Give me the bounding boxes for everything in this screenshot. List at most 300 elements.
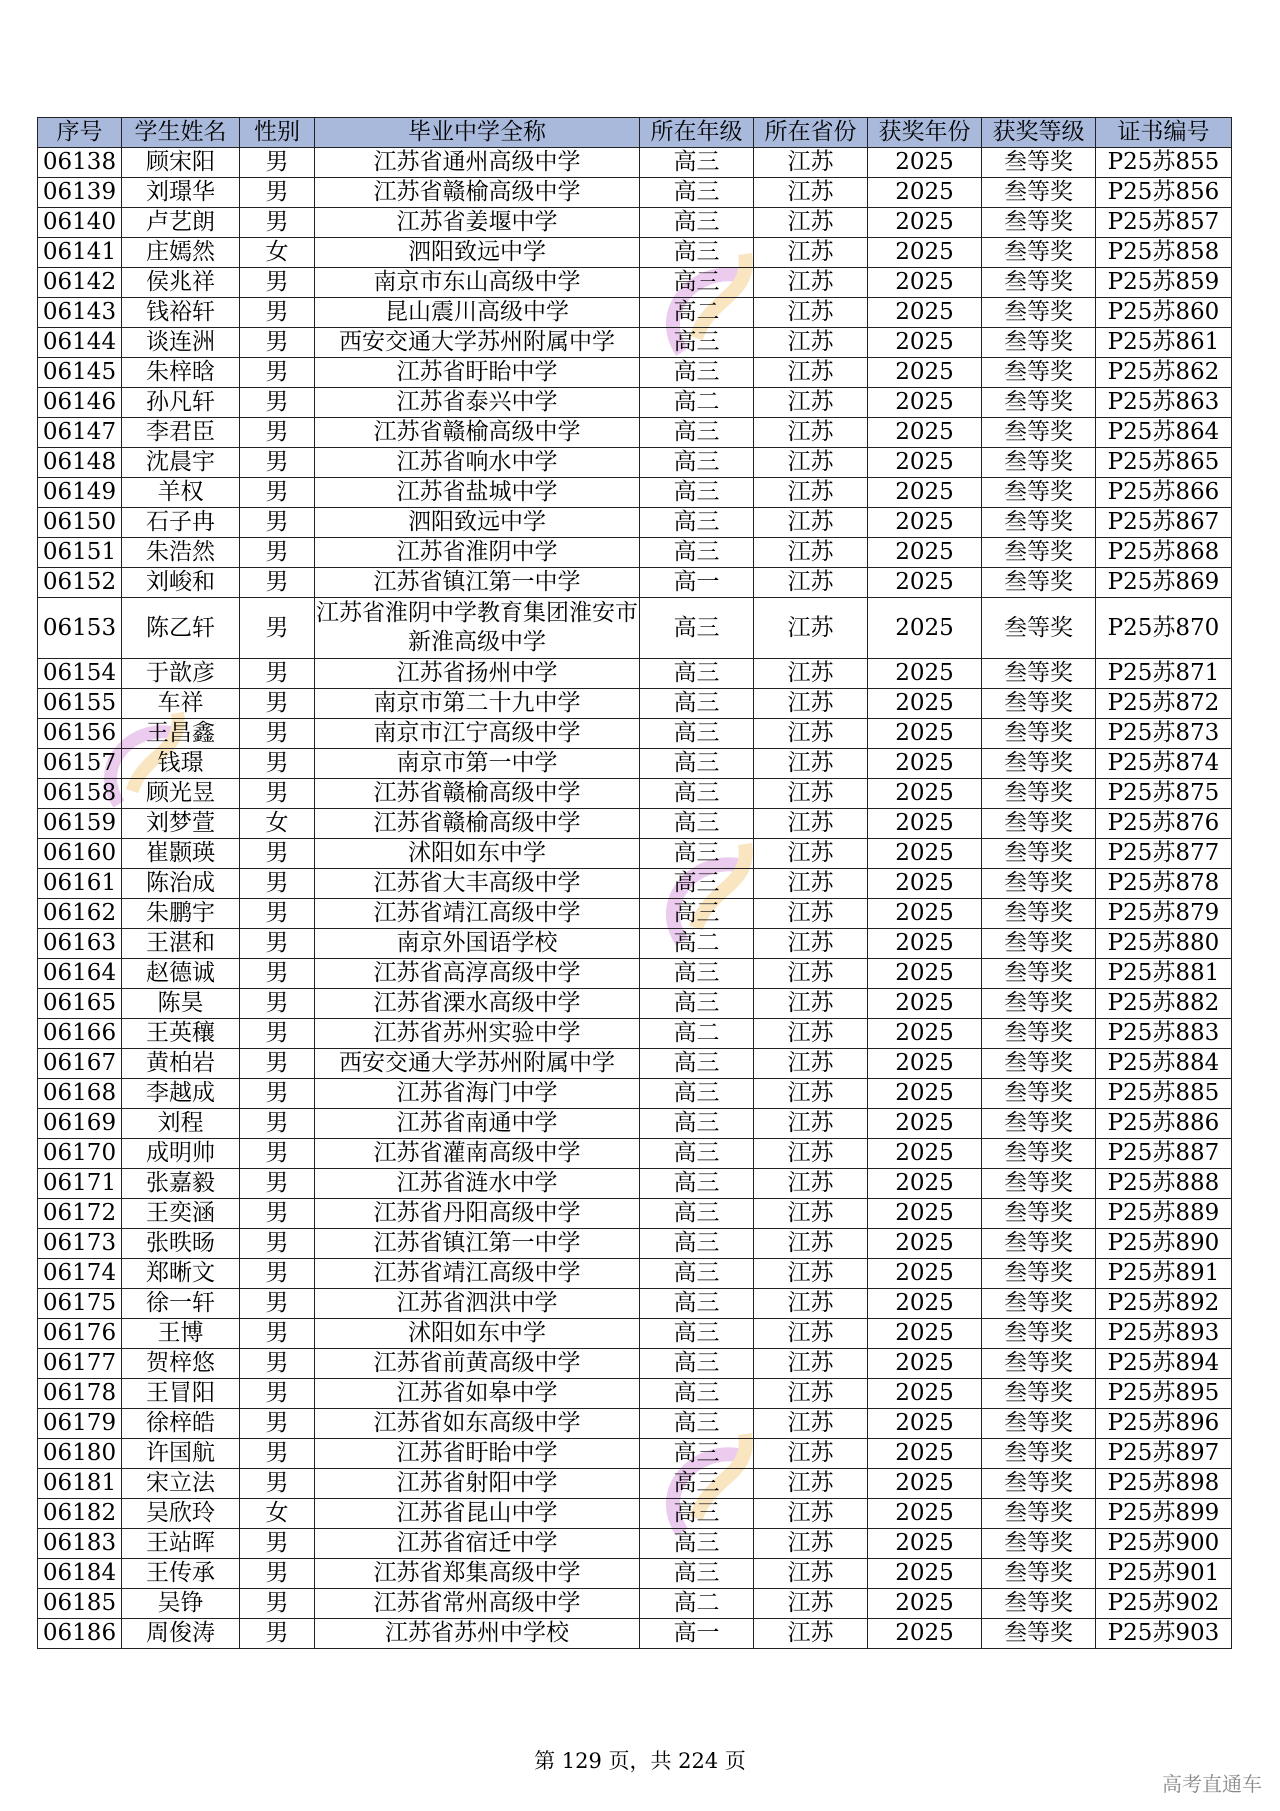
header-province: 所在省份	[754, 118, 868, 148]
cell-province: 江苏	[754, 869, 868, 899]
cell-award-level: 叁等奖	[982, 1289, 1096, 1319]
cell-student-name: 于歆彦	[122, 659, 240, 689]
cell-grade: 高三	[640, 1349, 754, 1379]
cell-school: 江苏省大丰高级中学	[315, 869, 640, 899]
cell-school: 江苏省淮阴中学	[315, 538, 640, 568]
cell-award-year: 2025	[868, 659, 982, 689]
table-row	[38, 1319, 1232, 1349]
table-row	[38, 1169, 1232, 1199]
cell-grade: 高三	[640, 1469, 754, 1499]
cell-school: 江苏省溧水高级中学	[315, 989, 640, 1019]
cell-certificate-no: P25苏859	[1096, 268, 1232, 298]
table-row	[38, 1049, 1232, 1079]
cell-serial: 06171	[38, 1169, 122, 1199]
cell-serial: 06138	[38, 148, 122, 178]
table-row	[38, 1529, 1232, 1559]
cell-serial: 06162	[38, 899, 122, 929]
cell-award-year: 2025	[868, 208, 982, 238]
cell-student-name: 成明帅	[122, 1139, 240, 1169]
cell-province: 江苏	[754, 1529, 868, 1559]
cell-grade: 高二	[640, 1589, 754, 1619]
cell-award-level: 叁等奖	[982, 148, 1096, 178]
cell-school: 泗阳致远中学	[315, 238, 640, 268]
cell-certificate-no: P25苏896	[1096, 1409, 1232, 1439]
page-number: 第 129 页，共 224 页	[534, 1749, 746, 1773]
table-row	[38, 1409, 1232, 1439]
cell-serial: 06174	[38, 1259, 122, 1289]
cell-student-name: 郑晰文	[122, 1259, 240, 1289]
cell-school: 江苏省射阳中学	[315, 1469, 640, 1499]
cell-school: 泗阳致远中学	[315, 508, 640, 538]
cell-student-name: 羊权	[122, 478, 240, 508]
table-header-row	[38, 118, 1232, 148]
cell-grade: 高二	[640, 388, 754, 418]
cell-gender: 男	[240, 779, 315, 809]
cell-award-level: 叁等奖	[982, 418, 1096, 448]
cell-certificate-no: P25苏898	[1096, 1469, 1232, 1499]
cell-gender: 男	[240, 1379, 315, 1409]
cell-certificate-no: P25苏868	[1096, 538, 1232, 568]
cell-school: 江苏省郑集高级中学	[315, 1559, 640, 1589]
cell-grade: 高二	[640, 1019, 754, 1049]
cell-province: 江苏	[754, 1139, 868, 1169]
cell-award-level: 叁等奖	[982, 989, 1096, 1019]
cell-award-level: 叁等奖	[982, 809, 1096, 839]
cell-certificate-no: P25苏864	[1096, 418, 1232, 448]
header-grade: 所在年级	[640, 118, 754, 148]
cell-gender: 男	[240, 1109, 315, 1139]
cell-province: 江苏	[754, 328, 868, 358]
cell-certificate-no: P25苏856	[1096, 178, 1232, 208]
cell-gender: 男	[240, 1259, 315, 1289]
cell-award-year: 2025	[868, 689, 982, 719]
cell-grade: 高三	[640, 1229, 754, 1259]
cell-province: 江苏	[754, 148, 868, 178]
cell-award-level: 叁等奖	[982, 1199, 1096, 1229]
cell-school: 江苏省靖江高级中学	[315, 899, 640, 929]
table-row	[38, 1439, 1232, 1469]
cell-student-name: 刘峻和	[122, 568, 240, 598]
cell-student-name: 刘程	[122, 1109, 240, 1139]
cell-certificate-no: P25苏862	[1096, 358, 1232, 388]
cell-province: 江苏	[754, 1439, 868, 1469]
cell-province: 江苏	[754, 1319, 868, 1349]
header-school: 毕业中学全称	[315, 118, 640, 148]
cell-province: 江苏	[754, 208, 868, 238]
cell-province: 江苏	[754, 1289, 868, 1319]
cell-gender: 男	[240, 598, 315, 659]
cell-student-name: 王博	[122, 1319, 240, 1349]
cell-province: 江苏	[754, 1049, 868, 1079]
cell-serial: 06140	[38, 208, 122, 238]
cell-certificate-no: P25苏863	[1096, 388, 1232, 418]
cell-certificate-no: P25苏870	[1096, 598, 1232, 659]
table-row	[38, 148, 1232, 178]
cell-serial: 06176	[38, 1319, 122, 1349]
cell-serial: 06139	[38, 178, 122, 208]
cell-award-level: 叁等奖	[982, 719, 1096, 749]
cell-school: 江苏省赣榆高级中学	[315, 809, 640, 839]
cell-student-name: 石子冉	[122, 508, 240, 538]
cell-province: 江苏	[754, 1229, 868, 1259]
cell-award-level: 叁等奖	[982, 959, 1096, 989]
cell-school: 江苏省如皋中学	[315, 1379, 640, 1409]
cell-grade: 高三	[640, 358, 754, 388]
cell-award-level: 叁等奖	[982, 598, 1096, 659]
cell-province: 江苏	[754, 1079, 868, 1109]
cell-certificate-no: P25苏860	[1096, 298, 1232, 328]
cell-certificate-no: P25苏871	[1096, 659, 1232, 689]
cell-award-year: 2025	[868, 478, 982, 508]
cell-school: 沭阳如东中学	[315, 839, 640, 869]
cell-gender: 男	[240, 298, 315, 328]
cell-school: 西安交通大学苏州附属中学	[315, 328, 640, 358]
cell-award-year: 2025	[868, 989, 982, 1019]
cell-grade: 高三	[640, 268, 754, 298]
cell-award-year: 2025	[868, 1109, 982, 1139]
cell-award-level: 叁等奖	[982, 1379, 1096, 1409]
cell-province: 江苏	[754, 1379, 868, 1409]
cell-province: 江苏	[754, 809, 868, 839]
cell-serial: 06147	[38, 418, 122, 448]
cell-gender: 男	[240, 148, 315, 178]
cell-serial: 06186	[38, 1619, 122, 1649]
cell-gender: 男	[240, 1229, 315, 1259]
cell-award-year: 2025	[868, 418, 982, 448]
cell-certificate-no: P25苏887	[1096, 1139, 1232, 1169]
cell-award-year: 2025	[868, 298, 982, 328]
cell-gender: 女	[240, 238, 315, 268]
table-row	[38, 719, 1232, 749]
cell-student-name: 崔颢瑛	[122, 839, 240, 869]
cell-gender: 男	[240, 719, 315, 749]
cell-award-year: 2025	[868, 1439, 982, 1469]
cell-province: 江苏	[754, 538, 868, 568]
cell-award-level: 叁等奖	[982, 1619, 1096, 1649]
header-gender: 性别	[240, 118, 315, 148]
cell-award-level: 叁等奖	[982, 779, 1096, 809]
cell-serial: 06182	[38, 1499, 122, 1529]
cell-student-name: 宋立法	[122, 1469, 240, 1499]
table-row	[38, 1379, 1232, 1409]
cell-certificate-no: P25苏875	[1096, 779, 1232, 809]
cell-gender: 男	[240, 1139, 315, 1169]
cell-award-year: 2025	[868, 178, 982, 208]
cell-grade: 高三	[640, 1529, 754, 1559]
cell-award-level: 叁等奖	[982, 749, 1096, 779]
cell-award-year: 2025	[868, 1469, 982, 1499]
cell-school: 江苏省盱眙中学	[315, 358, 640, 388]
cell-certificate-no: P25苏866	[1096, 478, 1232, 508]
cell-grade: 高三	[640, 1049, 754, 1079]
table-row	[38, 959, 1232, 989]
cell-award-year: 2025	[868, 1499, 982, 1529]
cell-certificate-no: P25苏857	[1096, 208, 1232, 238]
cell-award-year: 2025	[868, 1169, 982, 1199]
table-row	[38, 538, 1232, 568]
cell-gender: 男	[240, 328, 315, 358]
cell-gender: 男	[240, 899, 315, 929]
cell-school: 沭阳如东中学	[315, 1319, 640, 1349]
cell-province: 江苏	[754, 1469, 868, 1499]
cell-award-level: 叁等奖	[982, 1529, 1096, 1559]
table-row	[38, 1019, 1232, 1049]
cell-student-name: 朱浩然	[122, 538, 240, 568]
cell-award-year: 2025	[868, 779, 982, 809]
cell-student-name: 卢艺朗	[122, 208, 240, 238]
cell-serial: 06166	[38, 1019, 122, 1049]
table-row	[38, 1289, 1232, 1319]
cell-award-level: 叁等奖	[982, 1409, 1096, 1439]
cell-student-name: 刘璟华	[122, 178, 240, 208]
cell-student-name: 钱璟	[122, 749, 240, 779]
table-body	[38, 148, 1232, 1649]
cell-award-year: 2025	[868, 1049, 982, 1079]
cell-province: 江苏	[754, 749, 868, 779]
table-row	[38, 268, 1232, 298]
cell-award-year: 2025	[868, 1289, 982, 1319]
cell-grade: 高三	[640, 1289, 754, 1319]
cell-certificate-no: P25苏885	[1096, 1079, 1232, 1109]
cell-gender: 男	[240, 869, 315, 899]
cell-student-name: 顾宋阳	[122, 148, 240, 178]
cell-certificate-no: P25苏893	[1096, 1319, 1232, 1349]
cell-gender: 男	[240, 1289, 315, 1319]
cell-province: 江苏	[754, 1349, 868, 1379]
cell-serial: 06155	[38, 689, 122, 719]
table-row	[38, 568, 1232, 598]
cell-certificate-no: P25苏890	[1096, 1229, 1232, 1259]
cell-grade: 高三	[640, 448, 754, 478]
cell-grade: 高三	[640, 839, 754, 869]
cell-award-level: 叁等奖	[982, 689, 1096, 719]
cell-province: 江苏	[754, 268, 868, 298]
cell-student-name: 王传承	[122, 1559, 240, 1589]
cell-grade: 高三	[640, 1379, 754, 1409]
cell-gender: 男	[240, 1529, 315, 1559]
table-row	[38, 749, 1232, 779]
cell-certificate-no: P25苏881	[1096, 959, 1232, 989]
cell-award-level: 叁等奖	[982, 839, 1096, 869]
cell-serial: 06159	[38, 809, 122, 839]
cell-school: 南京市江宁高级中学	[315, 719, 640, 749]
table-row	[38, 178, 1232, 208]
cell-serial: 06178	[38, 1379, 122, 1409]
cell-gender: 男	[240, 178, 315, 208]
cell-award-level: 叁等奖	[982, 508, 1096, 538]
cell-serial: 06175	[38, 1289, 122, 1319]
table-row	[38, 478, 1232, 508]
cell-serial: 06184	[38, 1559, 122, 1589]
cell-award-year: 2025	[868, 929, 982, 959]
cell-award-level: 叁等奖	[982, 538, 1096, 568]
cell-grade: 高三	[640, 538, 754, 568]
cell-school: 南京外国语学校	[315, 929, 640, 959]
table-row	[38, 899, 1232, 929]
cell-serial: 06154	[38, 659, 122, 689]
cell-award-year: 2025	[868, 749, 982, 779]
cell-student-name: 侯兆祥	[122, 268, 240, 298]
cell-award-level: 叁等奖	[982, 238, 1096, 268]
table-row	[38, 388, 1232, 418]
cell-certificate-no: P25苏884	[1096, 1049, 1232, 1079]
table-row	[38, 418, 1232, 448]
table-row	[38, 1109, 1232, 1139]
cell-school: 江苏省盐城中学	[315, 478, 640, 508]
cell-school: 南京市第一中学	[315, 749, 640, 779]
cell-serial: 06157	[38, 749, 122, 779]
cell-certificate-no: P25苏872	[1096, 689, 1232, 719]
cell-award-level: 叁等奖	[982, 178, 1096, 208]
cell-award-level: 叁等奖	[982, 1259, 1096, 1289]
table-row	[38, 1229, 1232, 1259]
cell-province: 江苏	[754, 598, 868, 659]
cell-award-year: 2025	[868, 1379, 982, 1409]
cell-certificate-no: P25苏879	[1096, 899, 1232, 929]
cell-certificate-no: P25苏882	[1096, 989, 1232, 1019]
cell-award-year: 2025	[868, 598, 982, 659]
cell-gender: 男	[240, 1469, 315, 1499]
cell-award-level: 叁等奖	[982, 1559, 1096, 1589]
table-row	[38, 869, 1232, 899]
cell-certificate-no: P25苏865	[1096, 448, 1232, 478]
cell-award-year: 2025	[868, 538, 982, 568]
cell-award-year: 2025	[868, 1259, 982, 1289]
cell-award-level: 叁等奖	[982, 929, 1096, 959]
cell-province: 江苏	[754, 358, 868, 388]
cell-student-name: 王站晖	[122, 1529, 240, 1559]
cell-province: 江苏	[754, 1199, 868, 1229]
cell-school: 江苏省海门中学	[315, 1079, 640, 1109]
cell-certificate-no: P25苏894	[1096, 1349, 1232, 1379]
cell-gender: 男	[240, 689, 315, 719]
cell-serial: 06158	[38, 779, 122, 809]
table-row	[38, 839, 1232, 869]
cell-school: 江苏省响水中学	[315, 448, 640, 478]
cell-grade: 高三	[640, 1439, 754, 1469]
cell-student-name: 陈昊	[122, 989, 240, 1019]
cell-grade: 高三	[640, 689, 754, 719]
table-row	[38, 689, 1232, 719]
cell-certificate-no: P25苏889	[1096, 1199, 1232, 1229]
cell-student-name: 赵德诚	[122, 959, 240, 989]
cell-student-name: 周俊涛	[122, 1619, 240, 1649]
cell-student-name: 沈晨宇	[122, 448, 240, 478]
cell-school: 江苏省赣榆高级中学	[315, 178, 640, 208]
cell-grade: 高三	[640, 1169, 754, 1199]
table-row	[38, 508, 1232, 538]
cell-award-level: 叁等奖	[982, 1169, 1096, 1199]
cell-award-level: 叁等奖	[982, 568, 1096, 598]
cell-province: 江苏	[754, 1019, 868, 1049]
cell-serial: 06144	[38, 328, 122, 358]
cell-student-name: 吴欣玲	[122, 1499, 240, 1529]
cell-gender: 男	[240, 568, 315, 598]
cell-gender: 男	[240, 1349, 315, 1379]
cell-grade: 高三	[640, 899, 754, 929]
cell-serial: 06179	[38, 1409, 122, 1439]
cell-award-level: 叁等奖	[982, 899, 1096, 929]
cell-serial: 06152	[38, 568, 122, 598]
cell-certificate-no: P25苏892	[1096, 1289, 1232, 1319]
cell-award-level: 叁等奖	[982, 328, 1096, 358]
cell-award-year: 2025	[868, 1589, 982, 1619]
cell-gender: 男	[240, 508, 315, 538]
cell-certificate-no: P25苏900	[1096, 1529, 1232, 1559]
cell-award-year: 2025	[868, 1319, 982, 1349]
cell-award-level: 叁等奖	[982, 869, 1096, 899]
cell-award-level: 叁等奖	[982, 1139, 1096, 1169]
cell-grade: 高三	[640, 148, 754, 178]
cell-student-name: 王湛和	[122, 929, 240, 959]
cell-school: 江苏省丹阳高级中学	[315, 1199, 640, 1229]
cell-award-year: 2025	[868, 1199, 982, 1229]
cell-certificate-no: P25苏858	[1096, 238, 1232, 268]
cell-serial: 06146	[38, 388, 122, 418]
cell-student-name: 钱裕轩	[122, 298, 240, 328]
cell-gender: 男	[240, 959, 315, 989]
cell-student-name: 陈乙轩	[122, 598, 240, 659]
cell-province: 江苏	[754, 1259, 868, 1289]
cell-school: 江苏省通州高级中学	[315, 148, 640, 178]
cell-serial: 06177	[38, 1349, 122, 1379]
cell-student-name: 贺梓悠	[122, 1349, 240, 1379]
cell-province: 江苏	[754, 719, 868, 749]
cell-grade: 高三	[640, 1499, 754, 1529]
cell-grade: 高二	[640, 298, 754, 328]
cell-province: 江苏	[754, 298, 868, 328]
cell-award-year: 2025	[868, 268, 982, 298]
cell-student-name: 李君臣	[122, 418, 240, 448]
cell-student-name: 王英穰	[122, 1019, 240, 1049]
cell-certificate-no: P25苏869	[1096, 568, 1232, 598]
cell-certificate-no: P25苏895	[1096, 1379, 1232, 1409]
cell-student-name: 谈连洲	[122, 328, 240, 358]
cell-certificate-no: P25苏899	[1096, 1499, 1232, 1529]
cell-serial: 06148	[38, 448, 122, 478]
cell-gender: 男	[240, 358, 315, 388]
cell-award-level: 叁等奖	[982, 208, 1096, 238]
cell-grade: 高三	[640, 328, 754, 358]
cell-student-name: 张昳旸	[122, 1229, 240, 1259]
cell-grade: 高三	[640, 208, 754, 238]
cell-serial: 06185	[38, 1589, 122, 1619]
header-serial: 序号	[38, 118, 122, 148]
cell-award-level: 叁等奖	[982, 1499, 1096, 1529]
cell-award-level: 叁等奖	[982, 1019, 1096, 1049]
table-row	[38, 448, 1232, 478]
cell-award-year: 2025	[868, 839, 982, 869]
cell-serial: 06161	[38, 869, 122, 899]
cell-grade: 高三	[640, 659, 754, 689]
cell-certificate-no: P25苏903	[1096, 1619, 1232, 1649]
cell-gender: 男	[240, 538, 315, 568]
cell-student-name: 李越成	[122, 1079, 240, 1109]
table-row	[38, 298, 1232, 328]
award-table	[37, 117, 1232, 1649]
table-row	[38, 1559, 1232, 1589]
cell-gender: 男	[240, 1079, 315, 1109]
cell-grade: 高三	[640, 478, 754, 508]
cell-award-level: 叁等奖	[982, 298, 1096, 328]
cell-certificate-no: P25苏874	[1096, 749, 1232, 779]
cell-student-name: 朱梓晗	[122, 358, 240, 388]
cell-province: 江苏	[754, 418, 868, 448]
table-row	[38, 1469, 1232, 1499]
cell-school: 江苏省镇江第一中学	[315, 568, 640, 598]
cell-student-name: 庄嫣然	[122, 238, 240, 268]
cell-award-level: 叁等奖	[982, 1319, 1096, 1349]
